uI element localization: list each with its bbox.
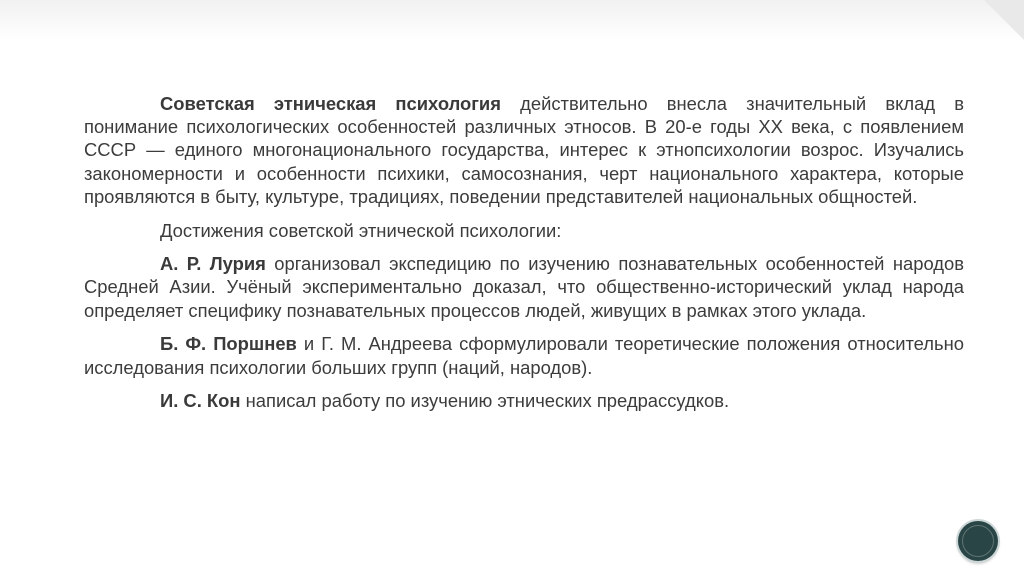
paragraph-porshnev-text: и Г. М. Андреева сформулировали теоретические положения относительно исследования психологии больших групп (наций, народов). [84,333,964,378]
paragraph-kon [84,389,964,412]
paragraph-luria-bold: А. Р. Лурия [160,253,266,275]
slide-top-shadow [0,0,1024,40]
paragraph-intro-text: действительно внесла значительный вклад в понимание психологических особенностей различных этносов. В 20-е годы XX века, с появлением СССР — единого многонационального государства, интерес к этнопсихологии возрос. Изучались закономерности и особенности психики, самосознания, черт национального характера, которые проявляются в быту, культуре, традициях, поведении представителей национальных общностей. [84,93,964,207]
achievements-heading-text: Достижения советской этнической психологии: [160,219,562,241]
paragraph-intro-bold: Советская этническая психология [160,93,501,114]
paragraph-porshnev-bold: Б. Ф. Поршнев [160,333,297,355]
page-corner-fold [984,0,1024,40]
paragraph-porshnev [84,332,964,378]
paragraph-kon-bold: И. С. Кон [160,390,241,412]
paragraph-kon-text: написал работу по изучению этнических предрассудков. [240,390,730,412]
circle-nav-icon[interactable] [958,521,998,561]
paragraph-intro [84,92,964,208]
paragraph-luria-text: организовал экспедицию по изучению познавательных особенностей народов Средней Азии. Учёный экспериментально доказал, что общественно-исторический уклад народа определяет специфику познавательных процессов людей, живущих в рамках этого уклада. [84,253,964,321]
paragraph-achievements-heading [84,219,964,242]
slide-content [84,92,964,412]
paragraph-luria [84,252,964,322]
